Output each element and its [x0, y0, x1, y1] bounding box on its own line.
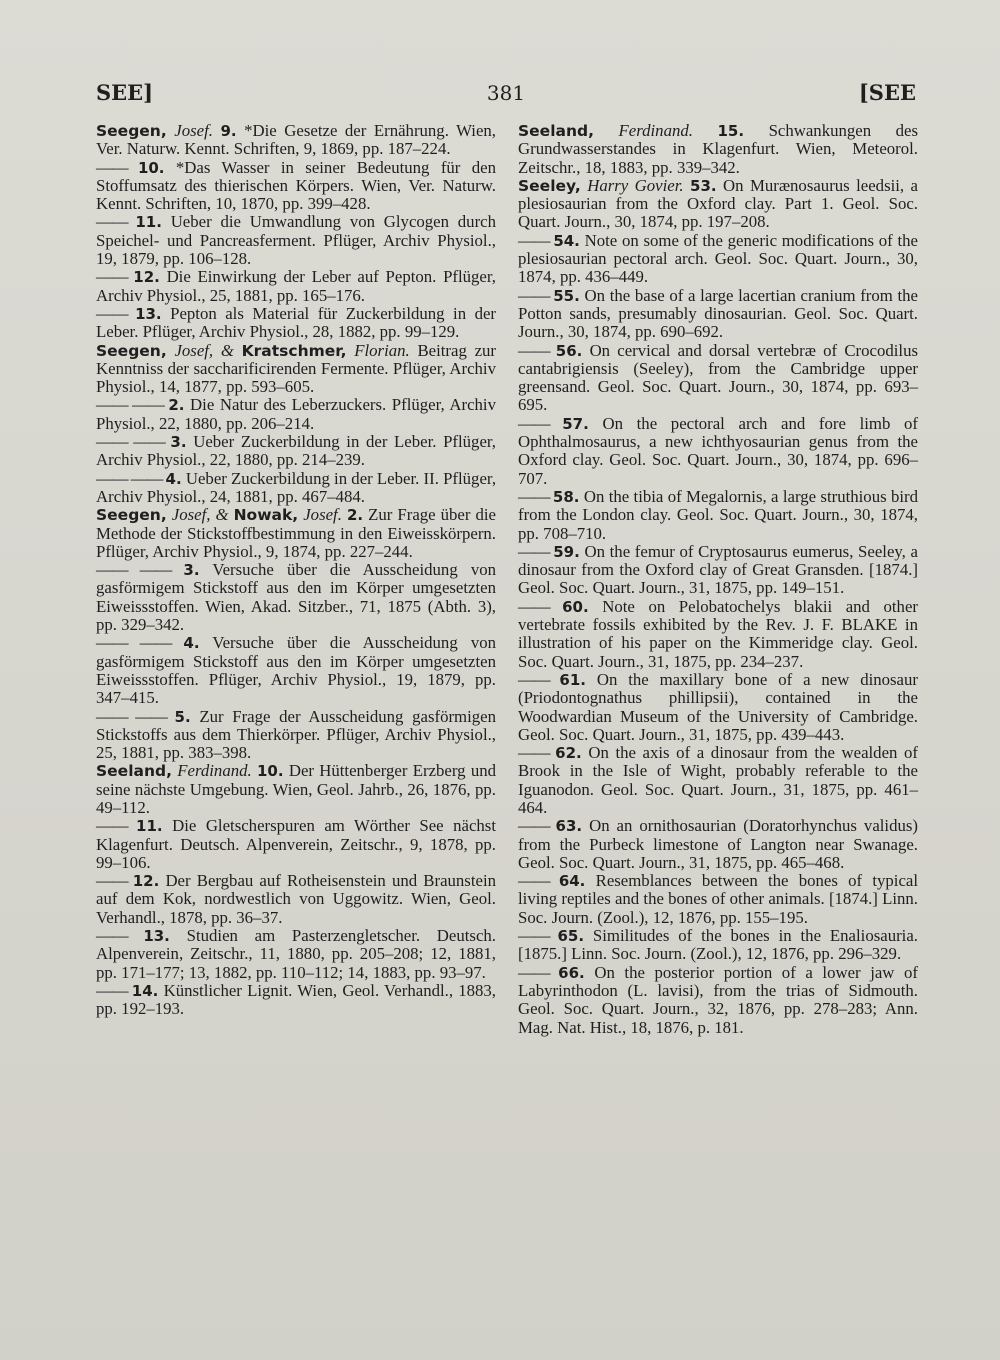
- entry-text: Künstlicher Lignit. Wien, Geol. Verhandl., 1883, pp. 192–193.: [96, 980, 496, 1019]
- entry-text: On the tibia of Megalornis, a large struthious bird from the London clay. Geol. Soc. Quart. Journ., 30, 1874, pp. 708–710.: [518, 486, 918, 543]
- entry-number: 10.: [256, 762, 284, 781]
- ditto-dash: ——: [96, 212, 136, 232]
- ditto-dash: ——: [96, 303, 136, 323]
- entry-number: 58.: [552, 487, 580, 506]
- bibliography-entry: [518, 415, 918, 488]
- bibliography-entry: [96, 762, 496, 817]
- bibliography-entry: [518, 872, 918, 927]
- entry-number: 13.: [143, 927, 170, 946]
- author-surname: Seegen,: [96, 506, 167, 525]
- entry-text: On the pectoral arch and fore limb of Ophthalmosaurus, a new ichthyosaurian genus from the Oxford clay. Geol. Soc. Quart. Journ., 30, 1874, pp. 696–707.: [518, 413, 919, 488]
- coauthor-given-name: Josef.: [303, 505, 342, 525]
- author-surname: Seegen,: [96, 122, 167, 140]
- ditto-dash: ——: [518, 596, 563, 616]
- entry-number: 15.: [717, 122, 745, 140]
- bibliography-entry: [518, 232, 918, 287]
- ditto-dash: —— ——: [96, 468, 166, 488]
- entry-text: Der Hüttenberger Erzberg und seine nächste Umgebung. Wien, Geol. Jahrb., 26, 1876, pp. 49–112.: [96, 761, 496, 817]
- entry-text: On Murænosaurus leedsii, a plesiosaurian from the Oxford clay. Part 1. Geol. Soc. Quart. Journ., 30, 1874, pp. 197–208.: [518, 175, 918, 232]
- bibliography-entry: [96, 927, 496, 982]
- bibliography-entry: [96, 634, 496, 707]
- entry-text: Studien am Pasterzengletscher. Deutsch. Alpenverein, Zeitschr., 11, 1880, pp. 205–208; 12, 1881, pp. 171–177; 13, 1882, pp. 110–112; 14, 1883, pp. 93–97.: [96, 926, 496, 982]
- entry-number: 12.: [132, 872, 160, 891]
- entry-number: 12.: [133, 268, 160, 287]
- author-given-name: Harry Govier.: [587, 175, 684, 195]
- entry-text: On the base of a large lacertian cranium from the Potton sands, presumably dinosaurian. Geol. Soc. Quart. Journ., 30, 1874, pp. 690–692.: [518, 285, 918, 342]
- entry-number: 10.: [137, 158, 165, 177]
- entry-number: 54.: [553, 231, 580, 250]
- bibliography-entry: [518, 543, 918, 598]
- bibliography-entry: [518, 177, 918, 232]
- entry-text: Similitudes of the bones in the Enaliosauria. [1875.] Linn. Soc. Journ. (Zool.), 12, 1876, pp. 296–329.: [518, 926, 918, 964]
- ditto-dash: ——: [518, 926, 558, 946]
- bibliography-entry: [518, 964, 918, 1037]
- bibliography-entry: [518, 744, 918, 817]
- ditto-dash: ——: [96, 267, 134, 287]
- entry-number: 11.: [135, 213, 162, 232]
- entry-text: Der Bergbau auf Rotheisenstein und Braunstein auf dem Kok, nordwestlich von Uggowitz. Wien, Geol. Verhandl., 1878, pp. 36–37.: [96, 871, 496, 927]
- entry-number: 63.: [555, 817, 583, 836]
- entry-number: 56.: [555, 341, 583, 360]
- ditto-dash: ——: [518, 230, 554, 250]
- author-surname: Seeley,: [518, 176, 581, 195]
- entry-text: Zur Frage der Ausscheidung gasförmigen Stickstoffs aus dem Thierkörper. Pflüger, Archiv Physiol., 25, 1881, pp. 383–398.: [96, 706, 497, 763]
- entry-number: 4.: [183, 634, 200, 653]
- left-column: [96, 122, 496, 1019]
- author-surname: Seegen,: [96, 341, 167, 360]
- entry-number: 57.: [562, 414, 589, 433]
- bibliography-entry: [96, 433, 496, 470]
- bibliography-entry: [96, 268, 496, 305]
- ditto-dash: —— ——: [96, 395, 169, 415]
- bibliography-entry: [518, 598, 918, 671]
- ditto-dash: —— ——: [96, 706, 175, 726]
- ditto-dash: ——: [518, 541, 554, 561]
- ditto-dash: ——: [518, 816, 556, 836]
- bibliography-entry: [96, 817, 496, 872]
- ditto-dash: ——: [518, 285, 554, 305]
- entry-number: 61.: [559, 670, 586, 689]
- author-given-name: Josef.: [174, 121, 213, 140]
- ditto-dash: —— ——: [96, 633, 184, 653]
- ditto-dash: ——: [518, 669, 560, 689]
- entry-text: Ueber Zuckerbildung in der Leber. II. Pflüger, Archiv Physiol., 24, 1881, pp. 467–484.: [96, 468, 497, 506]
- entry-text: *Das Wasser in seiner Bedeutung für den Stoffumsatz des thierischen Körpers. Wien, Ver. Naturw. Kennt. Schriften, 10, 1870, pp. 399–428.: [96, 157, 496, 214]
- entry-text: On the axis of a dinosaur from the wealden of Brook in the Isle of Wight, probably referable to the Iguanodon. Geol. Soc. Quart. Journ., 31, 1875, pp. 461–464.: [518, 743, 918, 817]
- entry-number: 2.: [168, 396, 185, 415]
- bibliography-entry: [96, 561, 496, 634]
- entry-text: Pepton als Material für Zuckerbildung in der Leber. Pflüger, Archiv Physiol., 28, 1882, pp. 99–129.: [96, 303, 496, 342]
- bibliography-entry: [518, 287, 918, 342]
- page-number: 381: [486, 81, 526, 105]
- bibliography-entry: [96, 342, 496, 397]
- entry-text: Resemblances between the bones of typical living reptiles and the bones of other animals. [1874.] Linn. Soc. Journ. (Zool.), 12, 1876, pp. 155–195.: [518, 871, 918, 927]
- entry-number: 2.: [346, 506, 364, 525]
- running-header: [96, 80, 916, 112]
- entry-text: Zur Frage über die Methode der Stickstoffbestimmung in den Eiweisskörpern. Pflüger, Archiv Physiol., 9, 1874, pp. 227–244.: [96, 505, 497, 561]
- author-given-name: Ferdinand.: [177, 761, 252, 781]
- entry-text: On the maxillary bone of a new dinosaur (Priodontognathus phillipsii), contained in the Woodwardian Museum of the University of Cambridge. Geol. Soc. Quart. Journ., 31, 1875, pp. 439–443.: [518, 669, 918, 744]
- entry-text: *Die Gesetze der Ernährung. Wien, Ver. Naturw. Kennt. Schriften, 9, 1869, pp. 187–224.: [96, 121, 496, 159]
- ditto-dash: ——: [518, 413, 563, 433]
- entry-text: Ueber die Umwandlung von Glycogen durch Speichel- und Pancreasferment. Pflüger, Archiv Physiol., 19, 1879, pp. 106–128.: [96, 212, 496, 269]
- entry-number: 3.: [170, 433, 187, 452]
- entry-text: On an ornithosaurian (Doratorhynchus validus) from the Purbeck limestone of Langton near Swanage. Geol. Soc. Quart. Journ., 31, 1875, pp. 465–468.: [518, 816, 918, 872]
- ditto-dash: —— ——: [96, 560, 184, 580]
- bibliography-entry: [96, 872, 496, 927]
- bibliography-entry: [518, 488, 918, 543]
- entry-text: Schwankungen des Grundwasserstandes in Klagenfurt. Wien, Meteorol. Zeitschr., 18, 1883, pp. 339–342.: [518, 121, 918, 177]
- author-given-name: Ferdinand.: [618, 121, 693, 140]
- bibliography-entry: [96, 708, 496, 763]
- ditto-dash: ——: [518, 871, 559, 891]
- bibliography-entry: [96, 122, 496, 159]
- ditto-dash: ——: [518, 340, 556, 360]
- ditto-dash: ——: [96, 926, 144, 946]
- entry-text: Note on some of the generic modifications of the plesiosaurian pectoral arch. Geol. Soc. Quart. Journ., 30, 1874, pp. 436–449.: [518, 230, 918, 287]
- entry-number: 59.: [553, 542, 580, 561]
- entry-text: Beitrag zur Kenntniss der saccharificirenden Fermente. Pflüger, Archiv Physiol., 14, 1877, pp. 593–605.: [96, 340, 496, 397]
- ditto-dash: ——: [518, 743, 556, 763]
- entry-number: 55.: [553, 286, 580, 305]
- entry-number: 5.: [174, 707, 191, 726]
- entry-number: 65.: [557, 927, 585, 946]
- bibliography-entry: [518, 817, 918, 872]
- coauthor-surname: Kratschmer,: [241, 341, 347, 360]
- bibliography-entry: [96, 159, 496, 214]
- entry-number: 13.: [135, 304, 162, 323]
- author-surname: Seeland,: [518, 122, 594, 140]
- entry-text: Versuche über die Ausscheidung von gasförmigem Stickstoff aus den im Körper umgesetzten Eiweissstoffen. Wien, Akad. Sitzber., 71, 1875 (Abth. 3), pp. 329–342.: [96, 560, 497, 635]
- bibliography-entry: [96, 305, 496, 342]
- ditto-dash: ——: [96, 157, 138, 177]
- ditto-dash: ——: [518, 962, 559, 982]
- entry-number: 4.: [165, 469, 182, 488]
- entry-text: Ueber Zuckerbildung in der Leber. Pflüger, Archiv Physiol., 22, 1880, pp. 214–239.: [96, 432, 497, 470]
- author-surname: Seeland,: [96, 762, 172, 781]
- entry-number: 62.: [555, 744, 582, 763]
- right-column: [518, 122, 918, 1037]
- header-right: [SEE: [858, 80, 916, 105]
- entry-number: 3.: [183, 561, 200, 580]
- entry-number: 11.: [136, 817, 163, 836]
- ditto-dash: ——: [96, 816, 137, 836]
- entry-text: Die Einwirkung der Leber auf Pepton. Pflüger, Archiv Physiol., 25, 1881, pp. 165–176.: [96, 267, 496, 305]
- entry-text: On cervical and dorsal vertebræ of Crocodilus cantabrigiensis (Seeley), from the Cambridge upper greensand. Geol. Soc. Quart. Journ., 30, 1874, pp. 693–695.: [518, 340, 918, 415]
- ditto-dash: ——: [518, 486, 553, 506]
- entry-number: 9.: [220, 122, 237, 140]
- entry-number: 64.: [558, 872, 586, 891]
- entry-text: Note on Pelobatochelys blakii and other vertebrate fossils exhibited by the Rev. J. F. BLAKE in illustration of his paper on the Kimmeridge clay. Geol. Soc. Quart. Journ., 31, 1875, pp. 234–237.: [518, 596, 918, 671]
- entry-number: 53.: [690, 176, 717, 195]
- bibliography-entry: [518, 342, 918, 415]
- entry-text: On the femur of Cryptosaurus eumerus, Seeley, a dinosaur from the Oxford clay of Great Gransden. [1874.] Geol. Soc. Quart. Journ., 31, 1875, pp. 149–151.: [518, 541, 918, 598]
- header-left: SEE]: [96, 80, 154, 105]
- entry-number: 66.: [558, 963, 585, 982]
- ditto-dash: ——: [96, 871, 133, 891]
- bibliography-entry: [518, 122, 918, 177]
- entry-number: 60.: [562, 597, 589, 616]
- entry-text: Versuche über die Ausscheidung von gasförmigem Stickstoff aus den im Körper umgesetzten Eiweissstoffen. Pflüger, Archiv Physiol., 19, 1879, pp. 347–415.: [96, 633, 497, 708]
- bibliography-entry: [518, 927, 918, 964]
- coauthor-given-name: Florian.: [354, 340, 410, 360]
- entry-text: Die Gletscherspuren am Wörther See nächst Klagenfurt. Deutsch. Alpenverein, Zeitschr., 9, 1878, pp. 99–106.: [96, 816, 496, 872]
- entry-text: On the posterior portion of a lower jaw of Labyrinthodon (L. lavisi), from the trias of Sidmouth. Geol. Soc. Quart. Journ., 32, 1876, pp. 278–283; Ann. Mag. Nat. Hist., 18, 1876, p. 181.: [518, 962, 918, 1037]
- author-given-name: Josef, &: [174, 340, 242, 360]
- bibliography-entry: [96, 506, 496, 561]
- bibliography-entry: [96, 213, 496, 268]
- bibliography-entry: [96, 470, 496, 507]
- bibliography-entry: [96, 982, 496, 1019]
- bibliography-entry: [518, 671, 918, 744]
- ditto-dash: —— ——: [96, 432, 171, 452]
- entry-number: 14.: [131, 981, 159, 1000]
- coauthor-surname: Nowak,: [233, 506, 299, 525]
- bibliography-entry: [96, 396, 496, 433]
- entry-text: Die Natur des Leberzuckers. Pflüger, Archiv Physiol., 22, 1880, pp. 206–214.: [96, 395, 496, 433]
- ditto-dash: ——: [96, 980, 132, 1000]
- author-given-name: Josef, &: [171, 505, 234, 525]
